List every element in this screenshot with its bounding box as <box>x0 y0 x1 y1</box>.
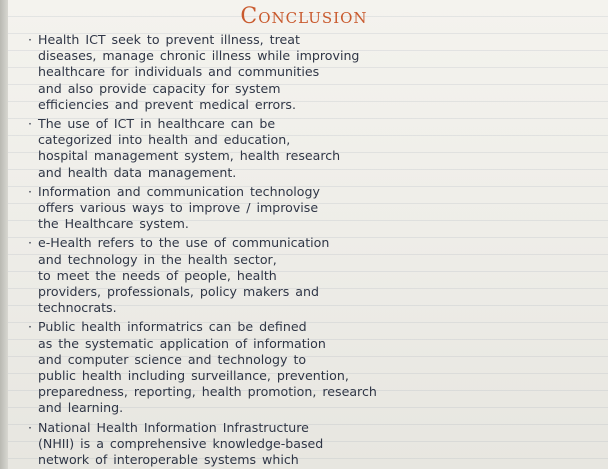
text-line: and learning. <box>38 400 124 416</box>
text-line: public health including surveillance, prevention, <box>38 368 349 384</box>
text-line: network of interoperable systems which <box>38 452 299 468</box>
text-line: Public health informatrics can be defined <box>38 319 307 335</box>
bullet-point <box>28 235 602 316</box>
bullet-point <box>28 420 602 469</box>
bullet-point <box>28 319 602 416</box>
text-line: technocrats. <box>38 300 117 316</box>
text-line: providers, professionals, policy makers and <box>38 284 320 300</box>
bullet-dot-icon: · <box>28 116 33 132</box>
text-line: diseases, manage chronic illness while improving <box>38 48 360 64</box>
bullet-point <box>28 184 602 233</box>
page-title: Conclusion <box>240 4 368 29</box>
text-line: offers various ways to improve / improvise <box>38 200 319 216</box>
text-line: and also provide capacity for system <box>38 80 281 96</box>
text-line: and computer science and technology to <box>38 351 307 367</box>
text-line: as the systematic application of information <box>38 335 326 351</box>
bullet-point <box>28 32 602 113</box>
text-line: e-Health refers to the use of communication <box>38 235 330 251</box>
bullet-dot-icon: · <box>28 319 33 335</box>
bullet-dot-icon: · <box>28 235 33 251</box>
text-line: healthcare for individuals and communities <box>38 64 320 80</box>
bullet-dot-icon: · <box>28 32 33 47</box>
text-line: Health ICT seek to prevent illness, treat <box>38 32 300 47</box>
text-line: preparedness, reporting, health promotion, research <box>38 384 377 400</box>
bullet-dot-icon: · <box>28 183 33 199</box>
notes-content <box>28 32 602 469</box>
bullet-point <box>28 116 602 181</box>
text-line: and technology in the health sector, <box>38 251 277 267</box>
text-line: to meet the needs of people, health <box>38 267 277 283</box>
text-line: and health data management. <box>38 164 237 180</box>
text-line: efficiencies and prevent medical errors. <box>38 96 296 112</box>
text-line: Information and communication technology <box>38 183 320 199</box>
text-line: the Healthcare system. <box>38 216 189 232</box>
text-line: categorized into health and education, <box>38 132 291 148</box>
text-line: National Health Information Infrastructure <box>38 419 309 435</box>
text-line: The use of ICT in healthcare can be <box>38 116 276 132</box>
text-line: (NHII) is a comprehensive knowledge-based <box>38 435 324 451</box>
bullet-dot-icon: · <box>28 419 33 435</box>
text-line: hospital management system, health research <box>38 148 341 164</box>
